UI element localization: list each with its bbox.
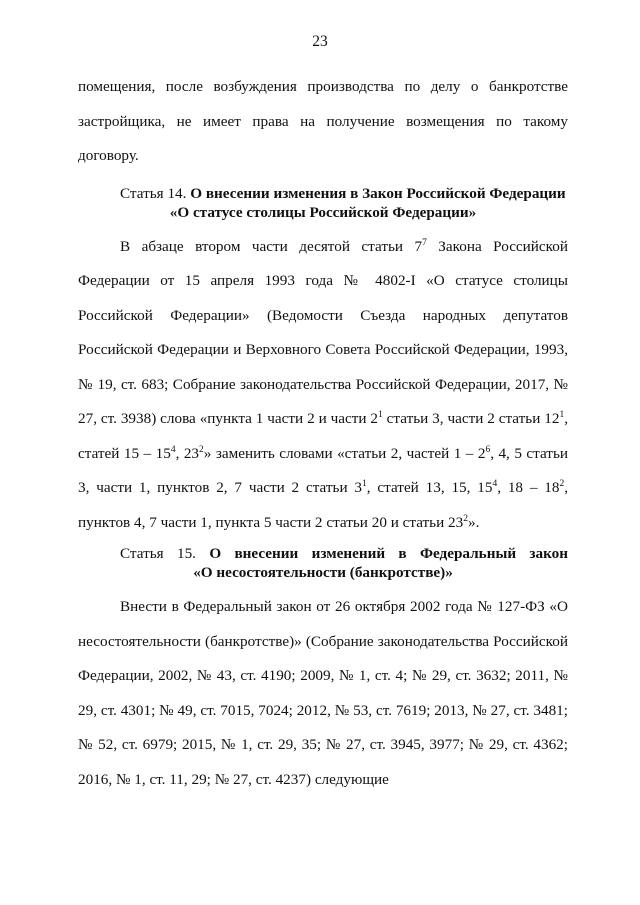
article-14-text-1: В абзаце втором части десятой статьи 7 bbox=[120, 237, 423, 255]
article-14-text-8: , статей 13, 15, 15 bbox=[366, 479, 493, 496]
paragraph-continuation: помещения, после возбуждения производства по делу о банкротстве застройщика, не имеет права на получение возмещения по такому договору. bbox=[78, 78, 568, 164]
article-15-heading-line1 bbox=[78, 544, 568, 563]
article-14-heading bbox=[78, 184, 568, 222]
article-14-heading-line1 bbox=[78, 184, 568, 203]
article-14-text-2: Закона Российской Федерации от 15 апреля 1993 года № 4802-I «О статусе столицы Российской Федерации» (Ведомости Съезда народных депутатов Российской Федерации и Верховного Совета Российской Федерации, 1993, № 19, ст. 683; Собрание законодательства Российской Федерации, 2017, № 27, ст. 3938) слова «пункта 1 части 2 и части 2 bbox=[78, 237, 568, 427]
article-14-text-9: , 18 – 18 bbox=[497, 479, 560, 496]
article-15-body: Внести в Федеральный закон от 26 октября 2002 года № 127-ФЗ «О несостоятельности (банкротстве)» (Собрание законодательства Российской Федерации, 2002, № 43, ст. 4190; 2009, № 1, ст. 4; № 29, ст. 3632; 2011, № 29, ст. 4301; № 49, ст. 7015, 7024; 2012, № 53, ст. 7619; 2013, № 27, ст. 3481; № 52, ст. 6979; 2015, № 1, ст. 29, 35; № 27, ст. 3945, 3977; № 29, ст. 4362; 2016, № 1, ст. 11, 29; № 27, ст. 4237) следующие bbox=[78, 598, 568, 788]
article-14-sup-2: 1 bbox=[378, 410, 383, 420]
article-14-text-3: статьи 3, части 2 статьи 12 bbox=[382, 410, 560, 427]
document-body bbox=[78, 70, 568, 797]
article-14-text-11: ». bbox=[467, 513, 480, 531]
article-15-heading bbox=[78, 544, 568, 582]
article-14-label: Статья 14. bbox=[120, 184, 187, 202]
article-14-sup-3: 1 bbox=[559, 410, 565, 420]
article-14-sup-7: 1 bbox=[362, 479, 367, 489]
article-14-title-line2: «О статусе столицы Российской Федерации» bbox=[169, 203, 477, 221]
article-14-body bbox=[78, 230, 568, 541]
article-15-label: Статья 15. bbox=[120, 545, 196, 562]
article-14-text-7: , 4, 5 статьи 3, части 1, пунктов 2, 7 части 2 статьи 3 bbox=[78, 444, 568, 496]
article-14-title-line1: О внесении изменения в Закон Российской Федерации bbox=[190, 184, 566, 202]
page-number: 23 bbox=[312, 33, 328, 50]
article-14-sup-6: 6 bbox=[485, 444, 491, 455]
article-14-sup-1: 7 bbox=[422, 237, 427, 248]
article-14-text-5: , 23 bbox=[175, 444, 200, 462]
article-15-title-line2: «О несостоятельности (банкротстве)» bbox=[193, 564, 453, 581]
article-14-text-4: , статей 15 – 15 bbox=[78, 410, 568, 462]
article-14-sup-8: 4 bbox=[492, 479, 498, 489]
article-14-sup-10: 2 bbox=[463, 513, 468, 524]
article-14-sup-4: 4 bbox=[170, 444, 176, 455]
article-15-title-line1: О внесении изменений в Федеральный закон bbox=[209, 545, 569, 562]
article-14-sup-9: 2 bbox=[559, 479, 565, 489]
article-14-text-6: » заменить словами «статьи 2, частей 1 – 2 bbox=[203, 444, 486, 462]
article-14-sup-5: 2 bbox=[199, 444, 204, 455]
article-14-text-10: , пунктов 4, 7 части 1, пункта 5 части 2 статьи 20 и статьи 23 bbox=[78, 479, 568, 531]
